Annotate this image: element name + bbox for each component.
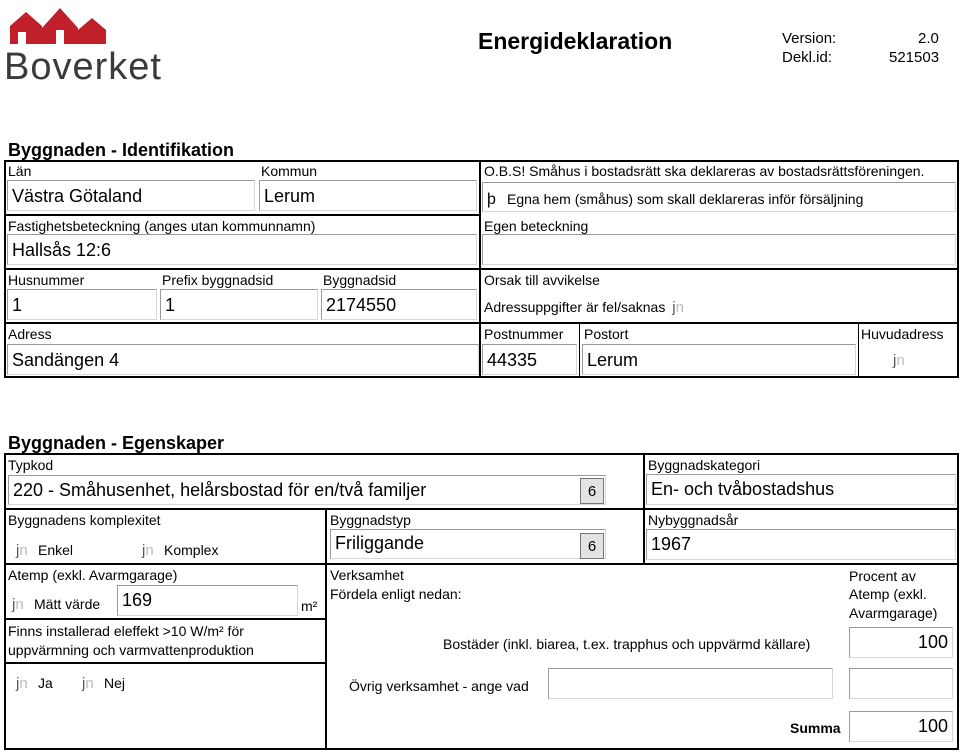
- fastighet-label: Fastighetsbeteckning (anges utan kommunnamn): [8, 218, 316, 234]
- verksamhet-label: Verksamhet: [330, 567, 404, 583]
- prefix-label: Prefix byggnadsid: [162, 272, 274, 288]
- byggnadstyp-value: Friliggande: [335, 533, 425, 553]
- lan-field[interactable]: Västra Götaland: [7, 180, 255, 211]
- ovrig-field[interactable]: [548, 668, 833, 699]
- typkod-label: Typkod: [8, 457, 54, 473]
- boverket-logo-icon: [4, 4, 154, 49]
- postort-field[interactable]: Lerum: [582, 344, 856, 375]
- adress-fel-checkbox[interactable]: [484, 299, 694, 316]
- byggnadsid-label: Byggnadsid: [323, 272, 397, 288]
- postnummer-label: Postnummer: [484, 326, 564, 342]
- nybyggnadsar-label: Nybyggnadsår: [648, 512, 739, 528]
- summa-label: Summa: [790, 720, 841, 736]
- summa-field: 100: [849, 711, 953, 742]
- version-value: 2.0: [918, 30, 939, 47]
- husnummer-field[interactable]: 1: [7, 289, 157, 320]
- version-label: Version:: [782, 30, 837, 47]
- kategori-field[interactable]: En- och tvåbostadshus: [646, 474, 956, 505]
- divider: [4, 618, 326, 620]
- divider: [579, 322, 580, 378]
- typkod-value: 220 - Småhusenhet, helårsbostad för en/två familjer: [13, 480, 427, 500]
- boverket-logo: [4, 4, 162, 88]
- divider: [325, 508, 327, 750]
- dekl-value: 521503: [889, 49, 940, 66]
- postort-label: Postort: [584, 326, 629, 342]
- komplex-radio[interactable]: [142, 542, 218, 559]
- radio-unchecked-icon[interactable]: jn: [142, 542, 154, 559]
- radio-unchecked-icon[interactable]: jn: [82, 675, 94, 692]
- orsak-label: Orsak till avvikelse: [484, 272, 600, 288]
- divider: [4, 508, 959, 510]
- adress-fel-label: Adressuppgifter är fel/saknas: [484, 299, 666, 315]
- logo-text: Boverket: [4, 46, 162, 88]
- ovrig-label: Övrig verksamhet - ange vad: [349, 678, 529, 694]
- checkbox-checked-icon[interactable]: þ: [487, 191, 496, 208]
- enkel-radio[interactable]: [16, 542, 73, 559]
- kommun-field[interactable]: Lerum: [259, 180, 477, 211]
- byggnadstyp-label: Byggnadstyp: [330, 512, 411, 528]
- radio-unchecked-icon[interactable]: jn: [16, 675, 28, 692]
- procent-label-1: Procent av: [849, 568, 916, 584]
- byggnadsid-field[interactable]: 2174550: [321, 289, 477, 320]
- eleffekt-label-line-1: Finns installerad eleffekt >10 W/m² för: [8, 623, 244, 639]
- huvudadress-radio[interactable]: [893, 352, 915, 369]
- huvudadress-label: Huvudadress: [861, 326, 944, 342]
- fastighet-field[interactable]: Hallsås 12:6: [7, 234, 477, 265]
- radio-unchecked-icon[interactable]: jn: [893, 352, 905, 369]
- nej-radio[interactable]: [82, 675, 125, 692]
- identification-section-title: Byggnaden - Identifikation: [8, 140, 235, 160]
- adress-label: Adress: [8, 326, 52, 342]
- nej-label: Nej: [104, 675, 126, 691]
- lan-label: Län: [8, 163, 32, 179]
- egen-beteckning-field[interactable]: [482, 234, 956, 265]
- husnummer-label: Husnummer: [8, 272, 85, 288]
- atemp-label: Atemp (exkl. Avarmgarage): [8, 567, 178, 583]
- fordela-label: Fördela enligt nedan:: [330, 586, 462, 602]
- page-title: Energideklaration: [478, 28, 673, 54]
- egna-hem-checkbox-row[interactable]: [482, 182, 956, 212]
- divider: [4, 268, 959, 270]
- dekl-label: Dekl.id:: [782, 49, 833, 66]
- radio-unchecked-icon[interactable]: jn: [12, 596, 24, 613]
- ja-radio[interactable]: [16, 675, 53, 692]
- kommun-label: Kommun: [261, 163, 318, 179]
- byggnadstyp-select[interactable]: [330, 529, 606, 559]
- matt-varde-radio[interactable]: [12, 596, 100, 613]
- ja-label: Ja: [38, 675, 53, 691]
- typkod-dropdown-arrow-icon[interactable]: 6: [580, 478, 604, 504]
- ovrig-percent-field[interactable]: [849, 668, 953, 699]
- egen-beteckning-label: Egen beteckning: [484, 218, 589, 234]
- eleffekt-label-line-2: uppvärmning och varmvattenproduktion: [8, 642, 254, 658]
- atemp-field[interactable]: 169: [117, 585, 298, 616]
- egna-hem-label: Egna hem (småhus) som skall deklareras inför försäljning: [507, 191, 864, 207]
- divider: [4, 214, 480, 216]
- komplexitet-label: Byggnadens komplexitet: [8, 512, 161, 528]
- typkod-select[interactable]: [8, 475, 606, 505]
- atemp-unit: m²: [301, 598, 318, 614]
- byggnadstyp-dropdown-arrow-icon[interactable]: 6: [580, 533, 604, 559]
- postnummer-field[interactable]: 44335: [482, 344, 577, 375]
- nybyggnadsar-field[interactable]: 1967: [646, 529, 956, 560]
- divider: [858, 322, 859, 378]
- divider: [4, 563, 959, 565]
- divider: [4, 662, 326, 664]
- kategori-label: Byggnadskategori: [648, 457, 761, 473]
- matt-varde-label: Mätt värde: [34, 596, 101, 612]
- procent-label-3: Avarmgarage): [849, 605, 938, 621]
- prefix-field[interactable]: 1: [160, 289, 318, 320]
- checkbox-unchecked-icon[interactable]: jn: [672, 299, 684, 316]
- enkel-label: Enkel: [38, 542, 74, 558]
- properties-section-title: Byggnaden - Egenskaper: [8, 433, 225, 453]
- divider: [4, 322, 959, 324]
- bostader-label: Bostäder (inkl. biarea, t.ex. trapphus och uppvärmd källare): [443, 636, 811, 652]
- obs-text: O.B.S! Småhus i bostadsrätt ska deklareras av bostadsrättsföreningen.: [484, 163, 925, 179]
- komplex-label: Komplex: [164, 542, 219, 558]
- procent-label-2: Atemp (exkl.: [849, 586, 927, 602]
- bostader-percent-field[interactable]: 100: [849, 627, 953, 658]
- radio-unchecked-icon[interactable]: jn: [16, 542, 28, 559]
- adress-field[interactable]: Sandängen 4: [7, 344, 479, 375]
